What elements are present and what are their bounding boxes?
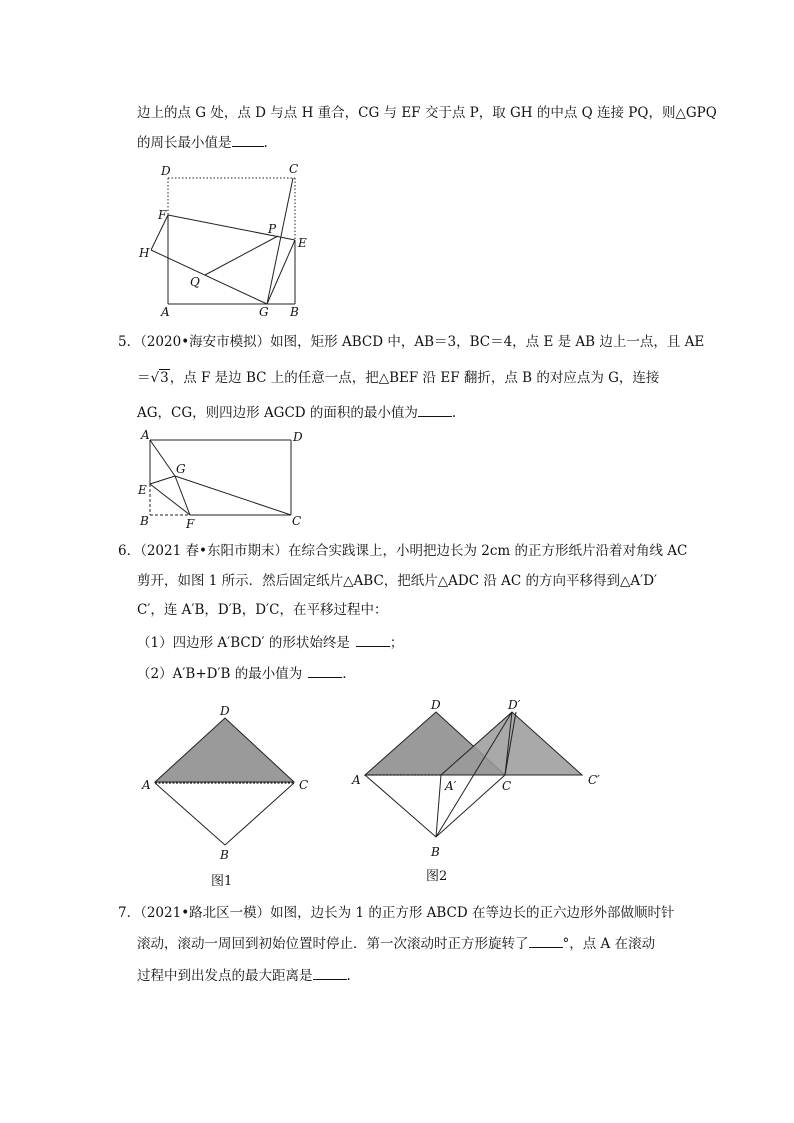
q5-line2-rest: ，点 F 是边 BC 上的任意一点，把△BEF 沿 EF 翻折，点 B 的对应点为 G，连接 [169,370,660,386]
q7-line3-text: 过程中到出发点的最大距离是 [137,968,313,984]
q4-figure [151,178,295,304]
sqrt-symbol: √ [150,370,160,386]
q5-sqrt-radicand: 3 [160,370,169,386]
q4-line2-text: 的周长最小值是 [137,135,232,151]
q6-line3: C′，连 A′B，D′B，D′C，在平移过程中： [137,602,388,618]
q5-line3 [137,404,456,422]
q6-fig2-caption: 图2 [426,869,448,884]
q6-fig2-label-D: D [431,698,441,712]
q4-label-D: D [161,164,171,178]
q7-line2-b: °，点 A 在滚动 [562,936,656,952]
q4-line-GE [267,240,295,304]
q6-fig1-label-D: D [220,704,230,718]
q5-line3-text: AG，CG，则四边形 AGCD 的面积的最小值为 [137,405,418,421]
q4-label-C: C [289,162,299,176]
q6-sub2-blank [308,665,342,678]
q6-sub2-end: . [342,666,347,682]
q4-line2-end: . [263,135,268,151]
q5-line-GC [175,476,291,515]
q6-fig1 [155,718,294,845]
q4-text-line1: 边上的点 G 处，点 D 与点 H 重合，CG 与 EF 交于点 P，取 GH 的中点 Q 连接 PQ，则△GPQ [137,105,717,121]
q6-fig2-line-A'B [436,775,441,837]
q6-fig2-label-D': D′ [508,698,521,712]
q6-number: 6． [118,543,141,559]
q5-figure [150,440,291,515]
q6-fig1-label-B: B [220,848,229,862]
q5-line1 [118,333,704,351]
q6-line1 [118,542,687,560]
q7-line3-end: . [346,968,351,984]
q4-line-GC [267,178,293,304]
q6-fig2-label-C: C [502,779,512,793]
q6-sub2-text: （2）A′B+D′B 的最小值为 [137,666,303,682]
q6-fig1-label-C: C [299,778,309,792]
q6-fig2-label-A': A′ [445,779,457,793]
q4-label-B: B [290,305,299,319]
q5-label-E: E [138,483,147,497]
q7-line1-text: （2021•路北区一模）如图，边长为 1 的正方形 ABCD 在等边长的正六边形外部做顺时针 [140,905,675,921]
q4-line-QP [205,236,278,275]
q5-line2-prefix: ＝ [137,370,151,386]
q5-line3-end: . [451,405,457,421]
q6-fig1-label-A: A [142,778,151,792]
q5-line1-text: （2020•海安市模拟）如图，矩形 ABCD 中，AB＝3，BC＝4，点 E 是 AB 边上一点，且 AE [140,334,705,350]
q6-sub1-end: ； [389,635,404,651]
q5-number: 5． [118,334,141,350]
q7-number: 7． [118,905,141,921]
q6-fig2 [365,712,582,837]
q5-label-G: G [176,462,186,476]
q5-label-B: B [140,514,149,528]
q6-line2: 剪开，如图 1 所示．然后固定纸片△ABC，把纸片△ADC 沿 AC 的方向平移得到△A′D′ [137,573,658,589]
q4-label-P: P [268,222,277,236]
q5-label-C: C [292,514,302,528]
q4-label-Q: Q [190,275,200,289]
q6-fig2-label-B: B [431,845,440,859]
q6-fig1-triangle-ADC [155,718,294,782]
q5-line-AG [150,440,175,476]
q5-answer-blank [418,404,452,417]
q7-distance-blank [313,967,347,980]
q7-angle-blank [529,935,563,948]
q6-sub2 [137,665,347,683]
q7-line1 [118,904,675,922]
q5-line2 [137,369,659,387]
q5-label-D: D [293,430,303,444]
q4-label-E: E [298,236,307,250]
q5-line-EG [150,476,175,484]
q4-label-H: H [139,246,150,260]
q6-fig1-triangle-ABC [155,783,294,845]
q7-line3 [137,967,351,985]
q4-label-F: F [158,208,167,222]
q6-fig2-label-A: A [352,773,361,787]
q7-line2 [137,935,655,953]
q5-label-F: F [186,517,195,531]
q4-label-A: A [161,305,170,319]
q6-fig2-triangle-ABC [365,775,505,837]
q6-sub1-text: （1）四边形 A′BCD′ 的形状始终是 [137,635,350,651]
q5-label-A: A [141,428,150,442]
q6-line1-text: （2021 春•东阳市期末）在综合实践课上，小明把边长为 2cm 的正方形纸片沿着对角线 AC [140,543,688,559]
q6-sub1 [137,634,403,652]
q7-line2-a: 滚动，滚动一周回到初始位置时停止．第一次滚动时正方形旋转了 [137,936,529,952]
q6-fig2-label-C': C′ [588,773,600,787]
q4-label-G: G [259,305,269,319]
q6-fig1-caption: 图1 [211,874,233,889]
q6-sub1-blank [356,634,390,647]
